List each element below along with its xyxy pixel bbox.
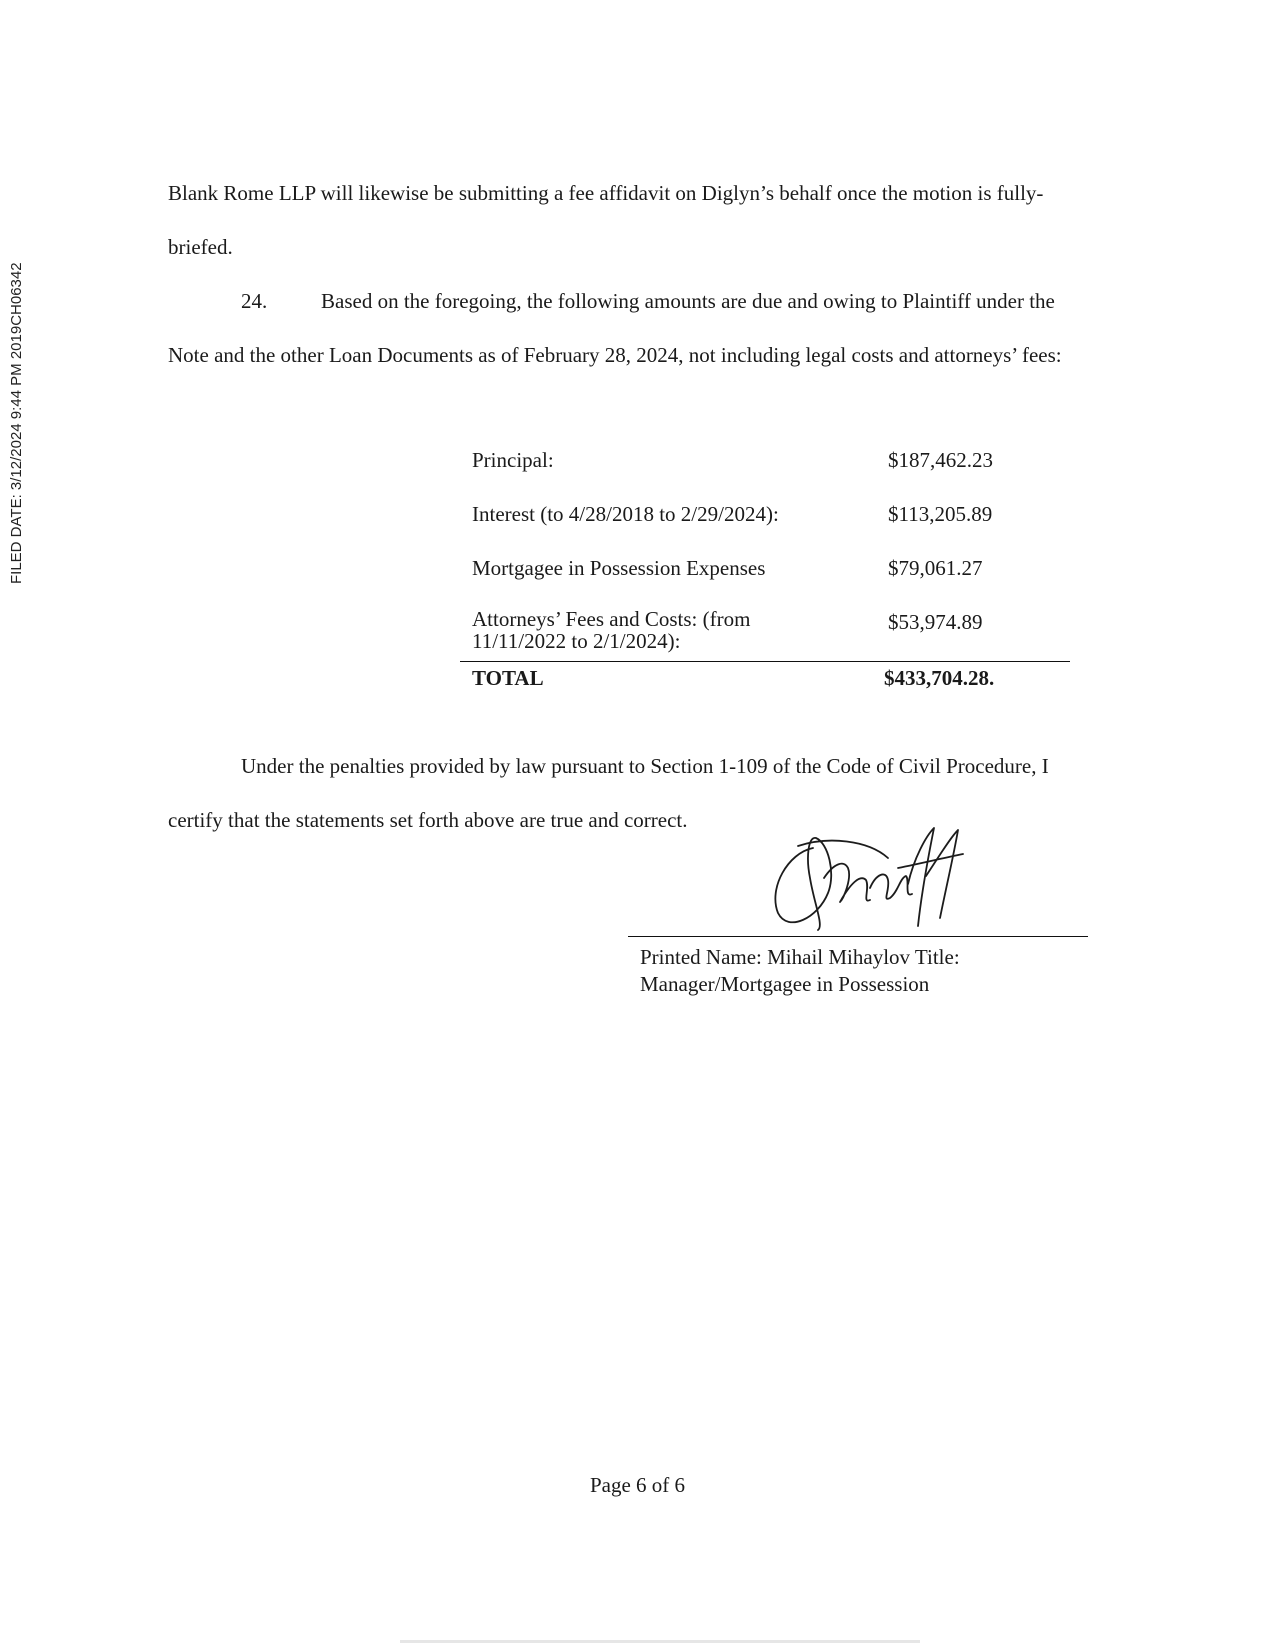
attorneys-fees-label <box>472 608 750 652</box>
handwritten-signature <box>758 818 978 938</box>
total-label: TOTAL <box>472 666 544 690</box>
interest-value: $113,205.89 <box>888 502 993 526</box>
attorneys-fees-label-line2: 11/11/2022 to 2/1/2024): <box>472 629 681 653</box>
expenses-label: Mortgagee in Possession Expenses <box>472 556 766 580</box>
table-row <box>460 494 1070 548</box>
table-row <box>460 602 1070 662</box>
attorneys-fees-label-line1: Attorneys’ Fees and Costs: (from <box>472 607 751 631</box>
total-value: $433,704.28. <box>884 666 995 690</box>
item-text: Based on the foregoing, the following amounts are due and owing to Plaintiff under the Note and the other Loan Documents as of February 28, 2024, not including legal costs and attorneys’ fees: <box>168 289 1062 367</box>
item-number: 24. <box>241 289 268 313</box>
total-row <box>460 662 1070 706</box>
table-row <box>460 440 1070 494</box>
printed-name: Printed Name: Mihail Mihaylov Title: <box>640 945 960 969</box>
principal-label: Principal: <box>472 448 554 472</box>
filed-date-stamp: FILED DATE: 3/12/2024 9:44 PM 2019CH06342 <box>8 262 25 584</box>
certification-text: Under the penalties provided by law pursuant to Section 1-109 of the Code of Civil Procedure, I certify that the statements set forth above are true and correct. <box>168 754 1049 832</box>
amounts-table <box>460 440 1070 706</box>
continuation-paragraph: Blank Rome LLP will likewise be submitting a fee affidavit on Diglyn’s behalf once the motion is fully-briefed. <box>168 181 1044 259</box>
page-number: Page 6 of 6 <box>589 1473 686 1497</box>
signature-line <box>628 936 1088 937</box>
signatory-title: Manager/Mortgagee in Possession <box>640 972 930 996</box>
principal-value: $187,462.23 <box>888 448 993 472</box>
expenses-value: $79,061.27 <box>888 556 983 580</box>
signatory-info <box>640 944 1080 998</box>
attorneys-fees-value: $53,974.89 <box>888 610 983 634</box>
item-24-paragraph <box>168 274 1088 382</box>
scan-artifact <box>400 1640 920 1643</box>
table-row <box>460 548 1070 602</box>
interest-label: Interest (to 4/28/2018 to 2/29/2024): <box>472 502 779 526</box>
